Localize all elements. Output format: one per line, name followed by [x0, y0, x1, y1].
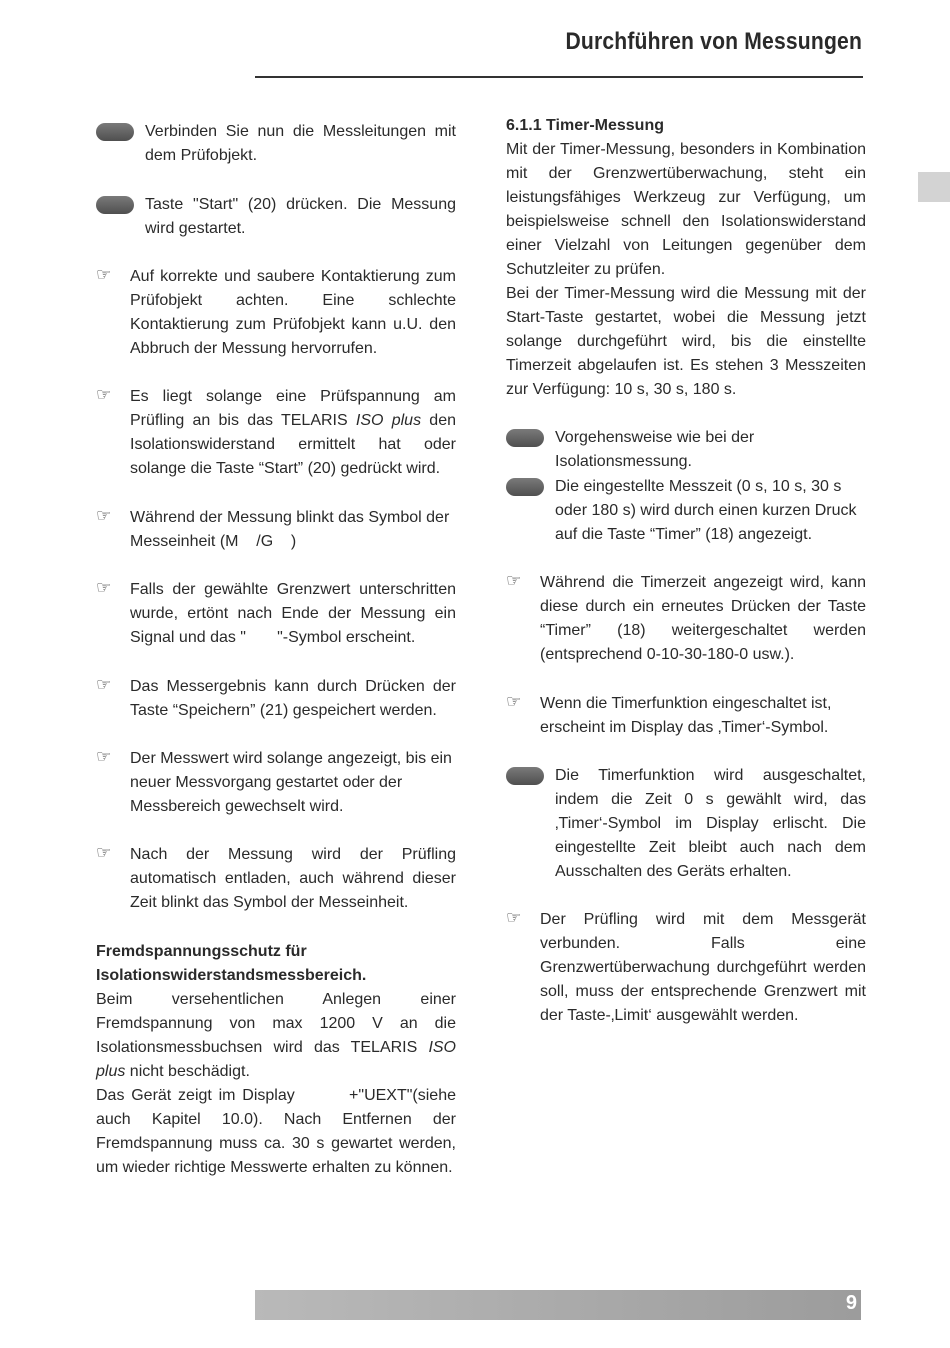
- item-text: Vorgehensweise wie bei der Isolationsmessung.: [555, 429, 755, 470]
- item-text: Das Messergebnis kann durch Drücken der Taste “Speichern” (21) gespeichert werden.: [130, 678, 456, 719]
- header-rule: [255, 76, 863, 78]
- pointing-hand-icon: ☞: [506, 571, 522, 591]
- pointing-hand-icon: ☞: [506, 908, 522, 928]
- pointing-hand-icon: ☞: [96, 265, 112, 285]
- side-tab-marker: [918, 172, 950, 202]
- pointing-hand-icon: ☞: [96, 578, 112, 598]
- page-number: 9: [845, 1292, 857, 1314]
- item-text: Der Messwert wird solange angezeigt, bis ein neuer Messvorgang gestartet oder der Messbereich gewechselt wird.: [130, 750, 452, 815]
- paragraph: Mit der Timer-Messung, besonders in Kombination mit der Grenzwertüberwachung, steht ein leistungsfähiges Werkzeug zur Verfügung, um beispielsweise schnell den Isolationswiderstand einer Vielzahl von Leitungen gegenüber dem Schutzleiter zu prüfen.: [506, 141, 866, 278]
- pointing-hand-icon: ☞: [96, 843, 112, 863]
- list-item: [96, 193, 456, 241]
- list-item: [506, 571, 866, 667]
- item-text: Während die Timerzeit angezeigt wird, kann diese durch ein erneutes Drücken der Taste “Timer” (18) weitergeschaltet werden (entsprechend 0-10-30-180-0 usw.).: [540, 574, 866, 663]
- oval-button-icon: [96, 196, 134, 214]
- list-item: [506, 908, 866, 1028]
- list-item: [96, 120, 456, 168]
- page-title: Durchführen von Messungen: [565, 28, 862, 55]
- item-text: Während der Messung blinkt das Symbol der Messeinheit (M /G ): [130, 509, 454, 550]
- paragraph: Bei der Timer-Messung wird die Messung mit der Start-Taste gestartet, wobei die Messung jetzt solange durchgeführt wird, bis die einstellte Timerzeit abgelaufen ist. Es stehen 3 Messzeiten zur Verfügung: 10 s, 30 s, 180 s.: [506, 285, 866, 398]
- pointing-hand-icon: ☞: [506, 692, 522, 712]
- paragraph: Beim versehentlichen Anlegen einer Fremdspannung von max 1200 V an die Isolationsmessbuchsen wird das TELARIS ISO plus nicht beschädigt.: [96, 991, 456, 1080]
- item-text: Der Prüfling wird mit dem Messgerät verbunden. Falls eine Grenzwertüberwachung durchgeführt werden soll, muss der entsprechende Grenzwert mit der Taste-‚Limit‘ ausgewählt werden.: [540, 911, 866, 1024]
- item-text: Wenn die Timerfunktion eingeschaltet ist, erscheint im Display das ‚Timer‘-Symbol.: [540, 695, 832, 736]
- section-heading: 6.1.1 Timer-Messung: [506, 117, 664, 134]
- list-item: [506, 426, 866, 474]
- item-text: Die eingestellte Messzeit (0 s, 10 s, 30 s oder 180 s) wird durch einen kurzen Druck auf die Taste “Timer” (18) angezeigt.: [555, 478, 857, 543]
- oval-button-icon: [96, 123, 134, 141]
- item-text: Die Timerfunktion wird ausgeschaltet, indem die Zeit 0 s gewählt wird, das ‚Timer‘-Symbol im Display erlischt. Die eingestellte Zeit bleibt auch nach dem Ausschalten des Geräts erhalten.: [555, 767, 866, 880]
- list-item: [96, 578, 461, 650]
- list-item: [96, 385, 456, 481]
- item-text: Auf korrekte und saubere Kontaktierung zum Prüfobjekt achten. Eine schlechte Kontaktierung zum Prüfobjekt kann u.U. den Abbruch der Messung hervorrufen.: [130, 268, 456, 357]
- list-item: [96, 747, 456, 819]
- item-text: Es liegt solange eine Prüfspannung am Prüfling an bis das TELARIS ISO plus den Isolationswiderstand ermittelt hat oder solange die Taste “Start” (20) gedrückt wird.: [130, 388, 456, 477]
- item-text: Taste "Start" (20) drücken. Die Messung wird gestartet.: [145, 196, 456, 237]
- oval-button-icon: [506, 767, 544, 785]
- oval-button-icon: [506, 429, 544, 447]
- list-item: [506, 692, 866, 740]
- pointing-hand-icon: ☞: [96, 385, 112, 405]
- list-item: [96, 843, 456, 915]
- list-item: [96, 265, 456, 361]
- paragraph: Das Gerät zeigt im Display +"UEXT"(siehe auch Kapitel 10.0). Nach Entfernen der Fremdspannung muss ca. 30 s gewartet werden, um wieder richtige Messwerte erhalten zu können.: [96, 1087, 461, 1176]
- list-item: [506, 764, 866, 884]
- list-item: [96, 506, 456, 554]
- item-text: Verbinden Sie nun die Messleitungen mit dem Prüfobjekt.: [145, 123, 456, 164]
- pointing-hand-icon: ☞: [96, 675, 112, 695]
- list-item: [96, 675, 456, 723]
- item-text: Falls der gewählte Grenzwert unterschritten wurde, ertönt nach Ende der Messung ein Signal und das " "-Symbol erscheint.: [130, 581, 461, 646]
- footer-bar: [255, 1290, 861, 1320]
- oval-button-icon: [506, 478, 544, 496]
- item-text: Nach der Messung wird der Prüfling automatisch entladen, auch während dieser Zeit blinkt das Symbol der Messeinheit.: [130, 846, 456, 911]
- pointing-hand-icon: ☞: [96, 747, 112, 767]
- section-heading: Fremdspannungsschutz für Isolationswiderstandsmessbereich.: [96, 943, 367, 984]
- list-item: [506, 475, 866, 547]
- pointing-hand-icon: ☞: [96, 506, 112, 526]
